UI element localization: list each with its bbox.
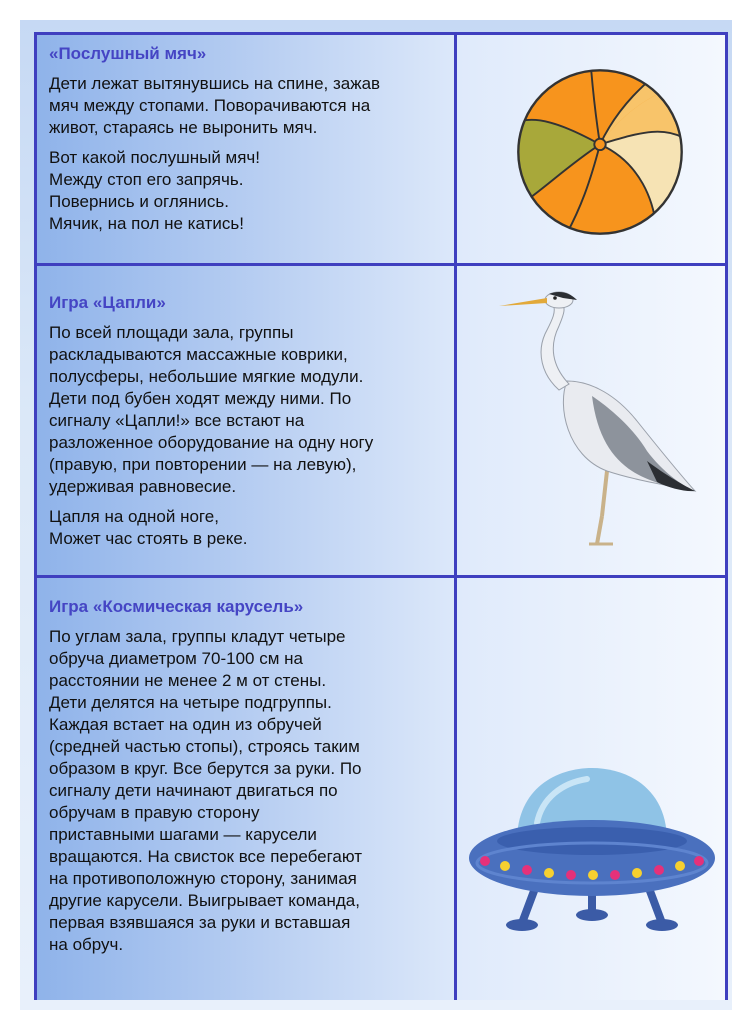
games-table [34,32,728,1000]
text-cell [37,35,457,263]
poem: Вот какой послушный мяч! Между стоп его запрячь. Повернись и оглянись. Мячик, на пол не катись! [49,148,261,233]
text-cell [37,266,457,575]
description: По всей площади зала, группы раскладываются массажные коврики, полусферы, небольшие мягкие модули. Дети под бубен ходят между ними. По сигналу «Цапли!» все встают на разложенное оборудование на одну ногу (правую, при повторении — на левую), удерживая равновесие. [49,323,374,496]
ufo-icon [467,763,717,953]
poem: Цапля на одной ноге, Может час стоять в реке. [49,507,248,548]
section-title: Игра «Космическая карусель» [49,597,304,616]
ball-icon [505,57,695,247]
description: Дети лежат вытянувшись на спине, зажав мяч между стопами. Поворачиваются на живот, стараясь не выронить мяч. [49,74,381,137]
table-row-ball-game [37,35,725,263]
section-title: Игра «Цапли» [49,293,166,312]
image-cell [457,266,725,575]
table-row-carousel-game [37,575,725,1000]
section-title: «Послушный мяч» [49,44,207,63]
description: По углам зала, группы кладут четыре обруча диаметром 70-100 см на расстоянии не менее 2 м от стены. Дети делятся на четыре подгруппы. Каждая встает на один из обручей (средней частью стопы), строясь таким образом в круг. Все берутся за руки. По сигналу дети начинают двигаться по обручам в правую сторону приставными шагами — карусели вращаются. На свисток все перебегают на противоположную сторону, занимая другие карусели. Выигрывает команда, первая взявшаяся за руки и вставшая на обруч. [49,627,363,954]
image-cell [457,578,725,1000]
heron-icon [497,286,697,546]
text-cell [37,578,457,1000]
table-row-heron-game [37,263,725,575]
image-cell [457,35,725,263]
